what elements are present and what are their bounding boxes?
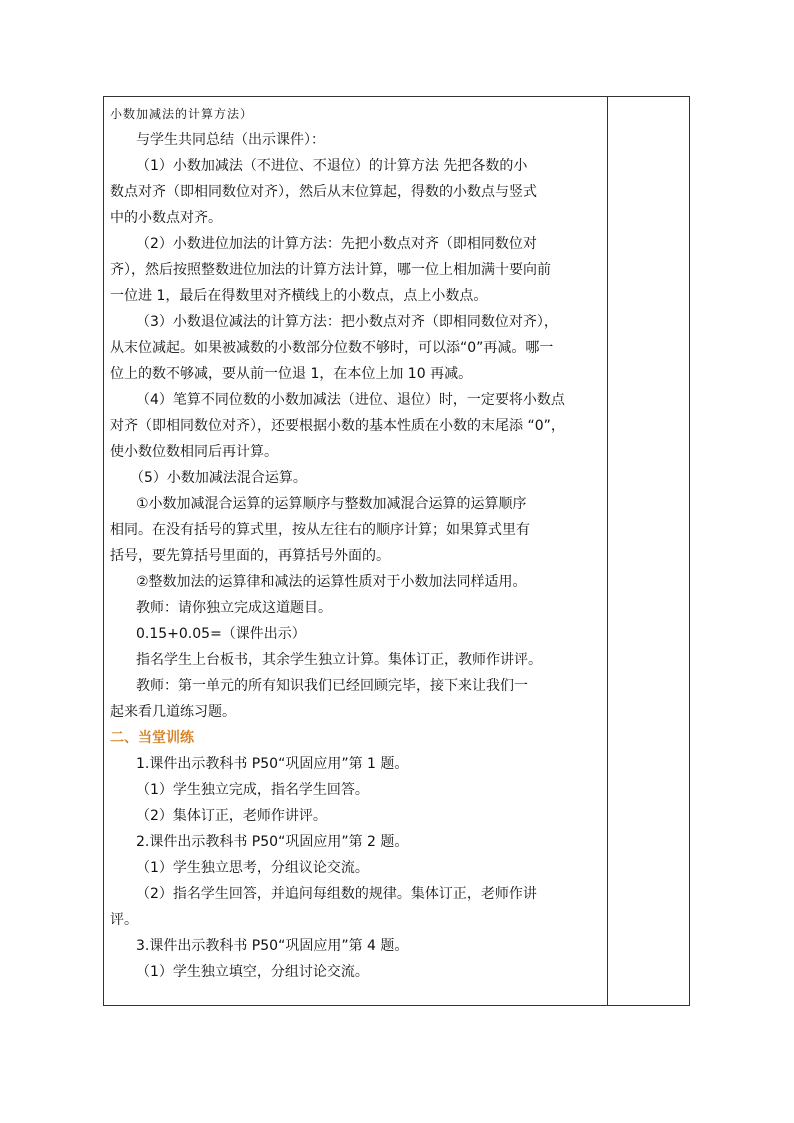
text-line: 评。 <box>110 912 138 928</box>
text-line: 齐），然后按照整数进位加法的计算方法计算，哪一位上相加满十要向前 <box>110 262 551 278</box>
text-line: （1）学生独立思考，分组议论交流。 <box>136 860 369 876</box>
text-line: 使小数位数相同后再计算。 <box>110 444 278 460</box>
text-line: ②整数加法的运算律和减法的运算性质对于小数加法同样适用。 <box>136 574 527 590</box>
text-line: 0.15+0.05=（课件出示） <box>136 626 306 642</box>
text-line: 中的小数点对齐。 <box>110 210 222 226</box>
column-divider <box>607 97 608 1005</box>
text-line: （1）学生独立填空，分组讨论交流。 <box>136 964 369 980</box>
text-line: 数点对齐（即相同数位对齐），然后从末位算起，得数的小数点与竖式 <box>110 184 537 200</box>
text-line: 教师：第一单元的所有知识我们已经回顾完毕，接下来让我们一 <box>136 678 528 694</box>
text-line: 2.课件出示教科书 P50“巩固应用”第 2 题。 <box>136 834 409 850</box>
text-line: 小数加减法的计算方法） <box>110 107 254 121</box>
text-line: （2）小数进位加法的计算方法：先把小数点对齐（即相同数位对 <box>136 236 537 252</box>
text-line: 起来看几道练习题。 <box>110 704 236 720</box>
text-line: 括号，要先算括号里面的，再算括号外面的。 <box>110 548 390 564</box>
text-line: （2）指名学生回答，并追问每组数的规律。集体订正，老师作讲 <box>136 886 537 902</box>
text-line: 1.课件出示教科书 P50“巩固应用”第 1 题。 <box>136 756 409 772</box>
section-heading: 二、当堂训练 <box>110 730 194 746</box>
text-line: （2）集体订正，老师作讲评。 <box>136 808 327 824</box>
text-line: 对齐（即相同数位对齐），还要根据小数的基本性质在小数的末尾添 “0”， <box>110 418 565 434</box>
text-line: ①小数加减混合运算的运算顺序与整数加减混合运算的运算顺序 <box>136 496 527 512</box>
text-line: 从末位减起。如果被减数的小数部分位数不够时，可以添“0”再减。哪一 <box>110 340 554 356</box>
text-line: （3）小数退位减法的计算方法：把小数点对齐（即相同数位对齐）， <box>136 314 558 330</box>
lesson-table <box>103 96 690 1006</box>
text-line: （1）学生独立完成，指名学生回答。 <box>136 782 369 798</box>
text-line: 3.课件出示教科书 P50“巩固应用”第 4 题。 <box>136 938 409 954</box>
text-line: 指名学生上台板书，其余学生独立计算。集体订正，教师作讲评。 <box>136 652 542 668</box>
text-line: 教师：请你独立完成这道题目。 <box>136 600 332 616</box>
text-line: 位上的数不够减，要从前一位退 1，在本位上加 10 再减。 <box>110 366 473 382</box>
text-line: （5）小数加减法混合运算。 <box>130 470 307 486</box>
text-line: 相同。在没有括号的算式里，按从左往右的顺序计算；如果算式里有 <box>110 522 530 538</box>
text-line: 一位进 1，最后在得数里对齐横线上的小数点，点上小数点。 <box>110 288 488 304</box>
text-line: （4）笔算不同位数的小数加减法（进位、退位）时，一定要将小数点 <box>136 392 565 408</box>
text-line: （1）小数加减法（不进位、不退位）的计算方法 先把各数的小 <box>136 158 528 174</box>
text-line: 与学生共同总结（出示课件）： <box>136 132 325 148</box>
